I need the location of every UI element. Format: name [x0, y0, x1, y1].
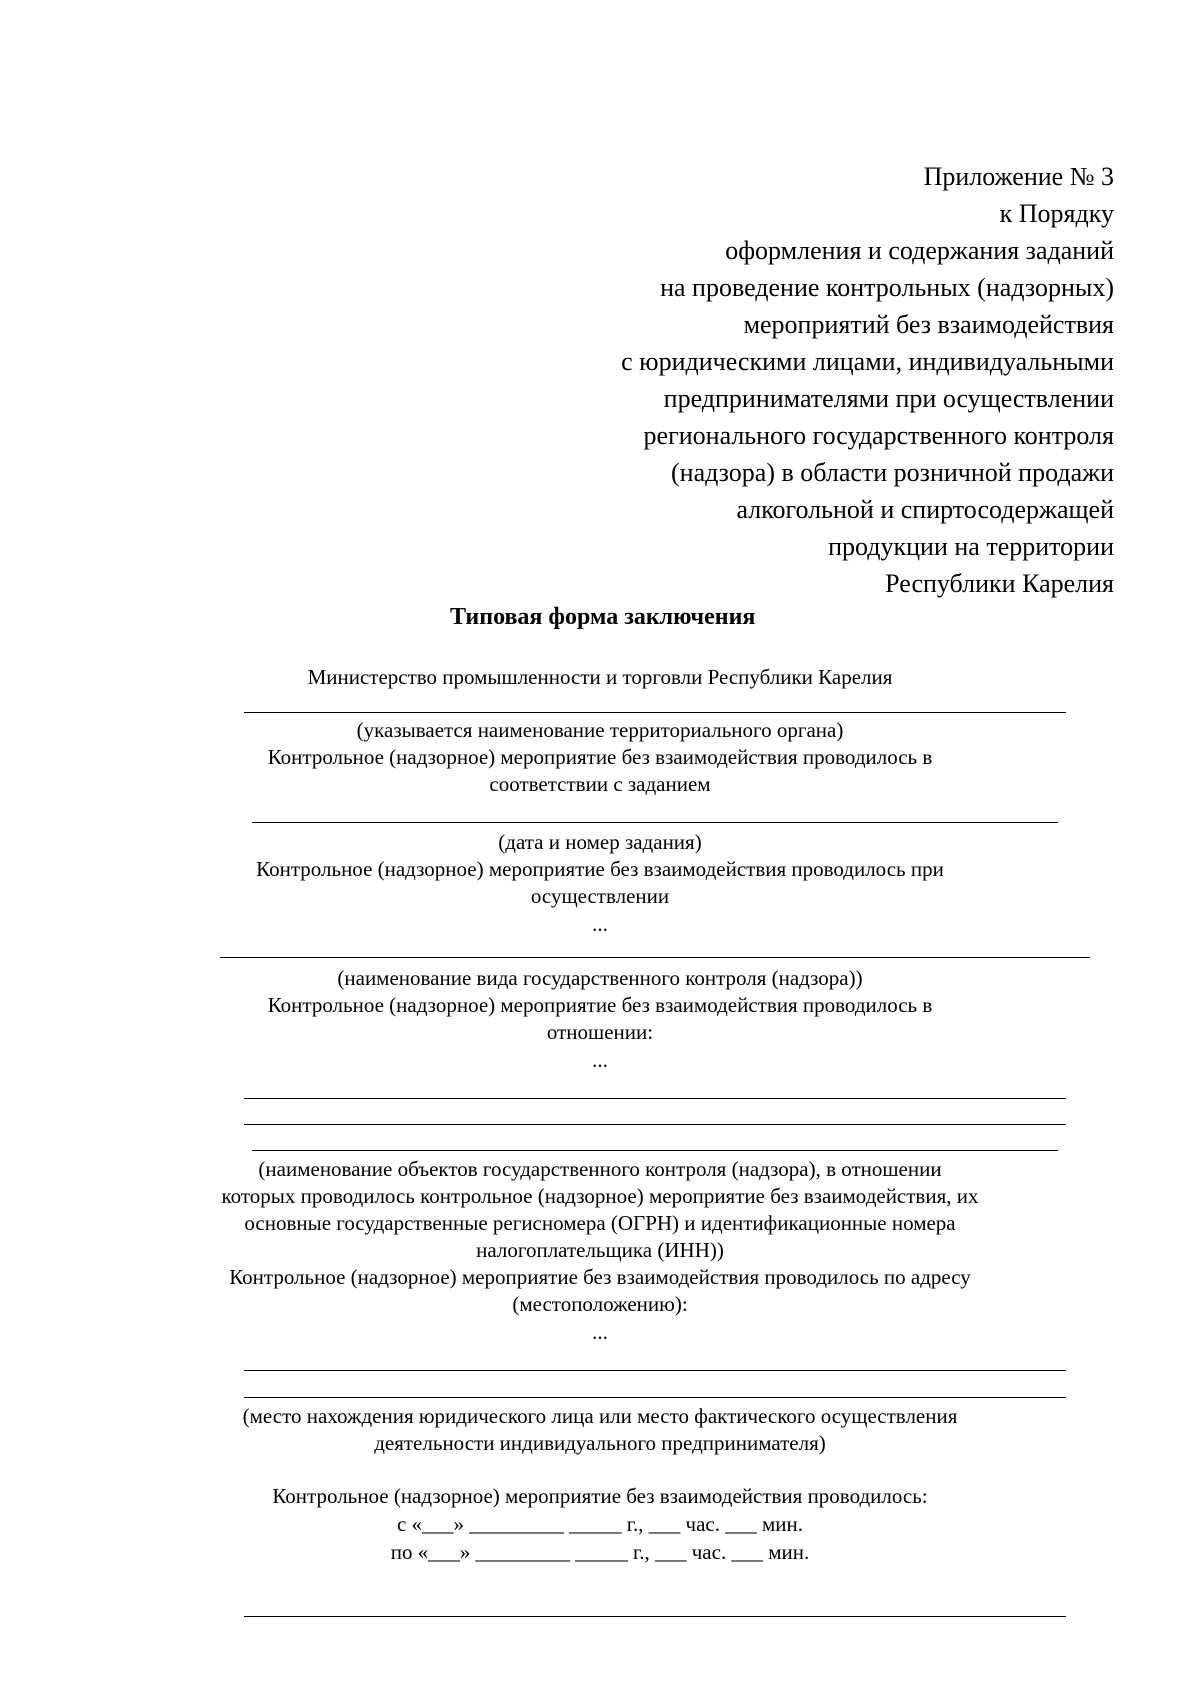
- field-line-address-2[interactable]: [244, 1397, 1066, 1398]
- period-from[interactable]: с «___» _________ _____ г., ___ час. ___ мин.: [396, 1512, 804, 1536]
- field-line-control[interactable]: [220, 957, 1090, 958]
- hint-objects-2: которых проводилось контрольное (надзорное) мероприятие без взаимодействия, их: [221, 1184, 979, 1208]
- field-line-address-1[interactable]: [244, 1370, 1066, 1371]
- hint-objects-1: (наименование объектов государственного контроля (надзора), в отношении: [258, 1157, 942, 1181]
- rel-text-1: Контрольное (надзорное) мероприятие без взаимодействия проводилось в: [267, 993, 933, 1017]
- field-line-org[interactable]: [244, 712, 1066, 713]
- task-text-1: Контрольное (надзорное) мероприятие без взаимодействия проводилось в: [267, 745, 933, 769]
- field-line-objects-2[interactable]: [244, 1124, 1066, 1125]
- field-line-objects-3[interactable]: [252, 1150, 1058, 1151]
- form-title: Типовая форма заключения: [450, 604, 756, 630]
- appendix-line: оформления и содержания заданий: [725, 236, 1114, 265]
- appendix-line: регионального государственного контроля: [643, 421, 1114, 450]
- period-label: Контрольное (надзорное) мероприятие без взаимодействия проводилось:: [272, 1484, 928, 1508]
- rel-text-2: отношении:: [546, 1020, 654, 1044]
- hint-control: (наименование вида государственного контроля (надзора)): [337, 966, 863, 990]
- impl-text-1: Контрольное (надзорное) мероприятие без взаимодействия проводилось при: [256, 857, 944, 881]
- addr-text-1: Контрольное (надзорное) мероприятие без взаимодействия проводилось по адресу: [229, 1265, 971, 1289]
- field-line-bottom[interactable]: [244, 1616, 1066, 1617]
- ellipsis: ...: [592, 1320, 608, 1344]
- ellipsis: ...: [592, 1048, 608, 1072]
- field-line-task[interactable]: [252, 822, 1058, 823]
- ministry-name: Министерство промышленности и торговли Республики Карелия: [307, 665, 893, 689]
- addr-text-2: (местоположению):: [512, 1292, 688, 1316]
- task-text-2: соответствии с заданием: [489, 772, 711, 796]
- appendix-line: с юридическими лицами, индивидуальными: [621, 347, 1114, 376]
- appendix-line: на проведение контрольных (надзорных): [660, 273, 1114, 302]
- hint-org: (указывается наименование территориального органа): [356, 718, 844, 742]
- appendix-line: Республики Карелия: [885, 569, 1114, 598]
- hint-place-1: (место нахождения юридического лица или место фактического осуществления: [242, 1404, 958, 1428]
- appendix-line: мероприятий без взаимодействия: [743, 310, 1114, 339]
- appendix-line: к Порядку: [999, 199, 1114, 228]
- appendix-line: алкогольной и спиртосодержащей: [736, 495, 1114, 524]
- appendix-line: продукции на территории: [828, 532, 1114, 561]
- hint-objects-3: основные государственные регисномера (ОГРН) и идентификационные номера: [244, 1211, 956, 1235]
- period-to[interactable]: по «___» _________ _____ г., ___ час. ___ мин.: [390, 1540, 810, 1564]
- appendix-line: Приложение № 3: [923, 162, 1114, 191]
- hint-task: (дата и номер задания): [498, 830, 702, 854]
- appendix-line: предпринимателями при осуществлении: [663, 384, 1114, 413]
- appendix-line: (надзора) в области розничной продажи: [671, 458, 1114, 487]
- hint-place-2: деятельности индивидуального предпринимателя): [374, 1431, 826, 1455]
- impl-text-2: осуществлении: [530, 884, 670, 908]
- ellipsis: ...: [592, 912, 608, 936]
- field-line-objects-1[interactable]: [244, 1098, 1066, 1099]
- hint-objects-4: налогоплательщика (ИНН)): [476, 1238, 724, 1262]
